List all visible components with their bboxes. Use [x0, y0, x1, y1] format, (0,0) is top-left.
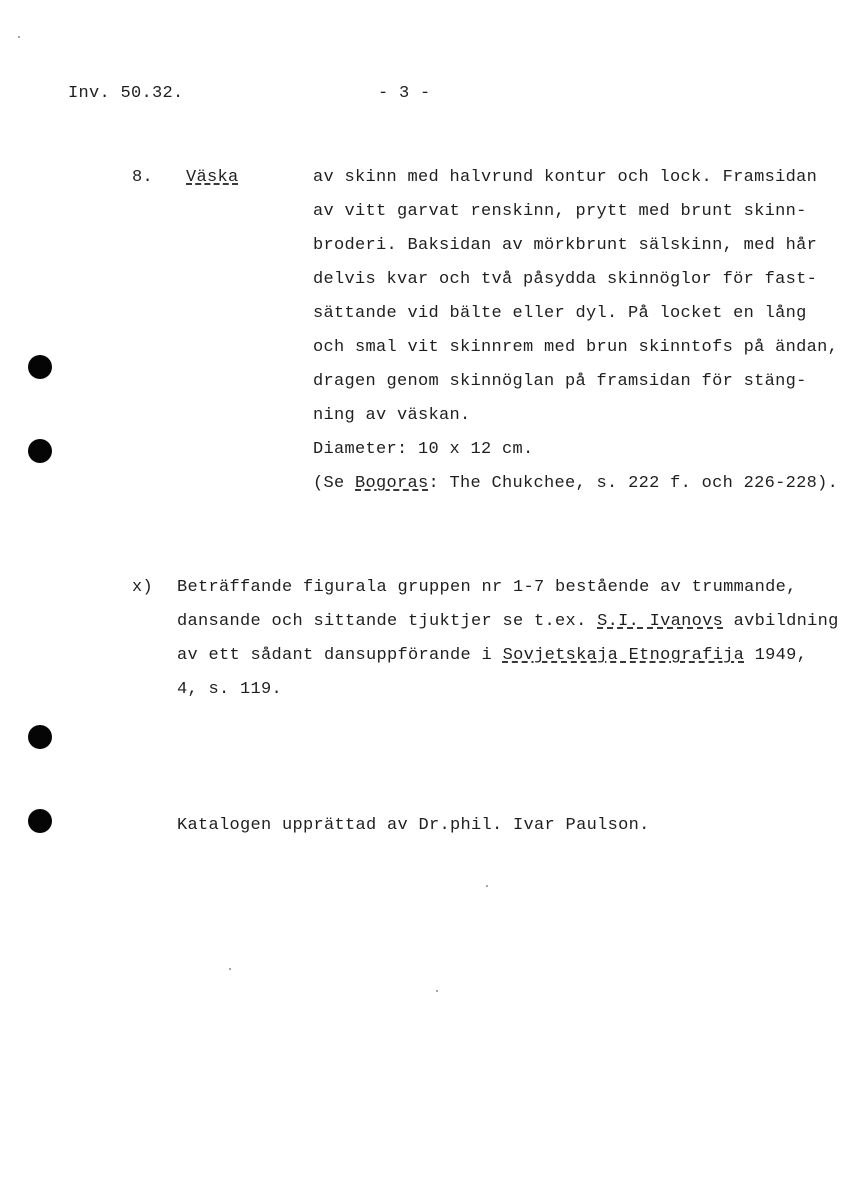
footnote-line-3-pre: av ett sådant dansuppförande i: [177, 646, 503, 665]
reference-prefix: (Se: [313, 474, 356, 493]
punch-hole-4: [28, 809, 52, 833]
footnote-line-3-post: 1949,: [744, 646, 808, 665]
entry-term: Väska: [186, 168, 239, 187]
entry-line-5: sättande vid bälte eller dyl. På locket en lång: [313, 304, 807, 323]
footnote-author: S.I. Ivanovs: [597, 612, 724, 631]
reference-author: Bogoras: [355, 474, 429, 493]
punch-hole-2: [28, 439, 52, 463]
page-number: - 3 -: [378, 84, 431, 103]
footnote-line-2-post: avbildning: [723, 612, 839, 631]
catalog-credit: Katalogen upprättad av Dr.phil. Ivar Paulson.: [177, 816, 650, 835]
speck: [18, 36, 20, 38]
footnote-line-2-pre: dansande och sittande tjuktjer se t.ex.: [177, 612, 598, 631]
entry-line-7: dragen genom skinnöglan på framsidan för stäng-: [313, 372, 807, 391]
speck: [229, 968, 231, 970]
speck: [436, 990, 438, 992]
punch-hole-1: [28, 355, 52, 379]
footnote-line-3: [177, 646, 807, 666]
entry-line-8: ning av väskan.: [313, 406, 471, 425]
footnote-journal: Sovjetskaja Etnografija: [502, 646, 745, 665]
entry-line-4: delvis kvar och två påsydda skinnöglor för fast-: [313, 270, 818, 289]
entry-line-3: broderi. Baksidan av mörkbrunt sälskinn, med hår: [313, 236, 818, 255]
entry-reference: [313, 474, 838, 494]
punch-hole-3: [28, 725, 52, 749]
footnote-line-4: 4, s. 119.: [177, 680, 283, 699]
entry-number: 8.: [132, 168, 154, 187]
footnote-line-1: Beträffande figurala gruppen nr 1-7 bestående av trummande,: [177, 578, 797, 597]
reference-suffix: : The Chukchee, s. 222 f. och 226-228).: [428, 474, 839, 493]
entry-line-6: och smal vit skinnrem med brun skinntofs på ändan,: [313, 338, 839, 357]
entry-line-1: av skinn med halvrund kontur och lock. Framsidan: [313, 168, 818, 187]
footnote-marker: x): [132, 578, 154, 597]
footnote-line-2: [177, 612, 839, 632]
entry-diameter: Diameter: 10 x 12 cm.: [313, 440, 534, 459]
inventory-number: Inv. 50.32.: [68, 84, 184, 103]
entry-line-2: av vitt garvat renskinn, prytt med brunt skinn-: [313, 202, 807, 221]
speck: [486, 885, 488, 887]
